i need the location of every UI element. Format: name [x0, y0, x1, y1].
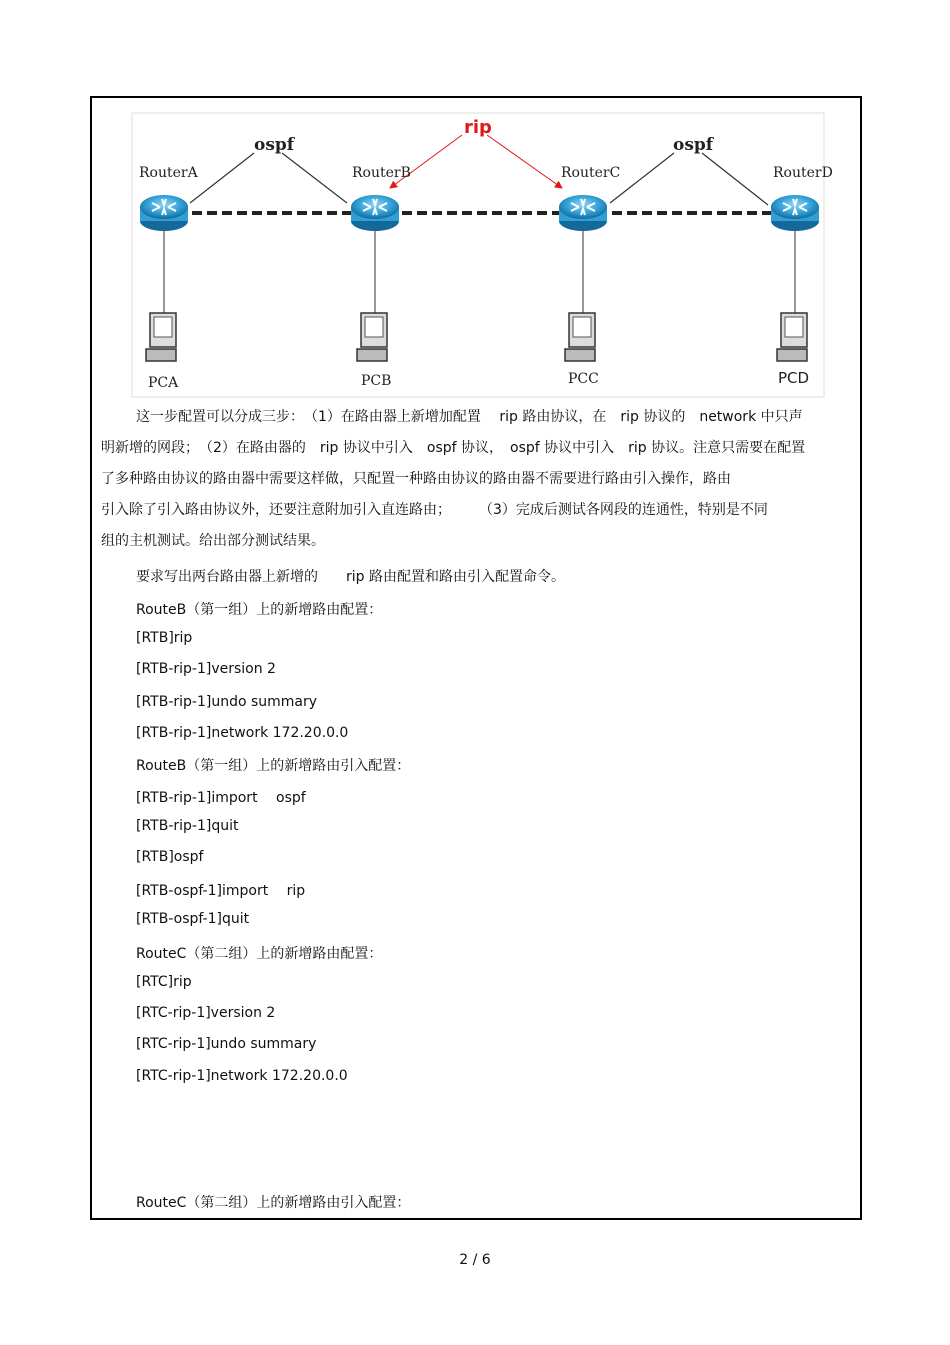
- router-label-c: RouterC: [561, 165, 621, 181]
- section-heading: RouteC（第二组）上的新增路由配置：: [136, 946, 383, 962]
- config-line: [RTC-rip-1]network 172.20.0.0: [136, 1068, 348, 1084]
- router-icon: [771, 195, 819, 231]
- paragraph-line-4: 引入除了引入路由协议外，还要注意附加引入直连路由； （3）完成后测试各网段的连通性，特别是不同: [101, 502, 768, 518]
- section-heading: RouteC（第二组）上的新增路由引入配置：: [136, 1195, 411, 1211]
- pc-icon: [565, 313, 595, 361]
- router-label-d: RouterD: [773, 165, 833, 181]
- router-icon: [559, 195, 607, 231]
- pc-label-d: PCD: [778, 369, 810, 387]
- section-heading: RouteB（第一组）上的新增路由引入配置：: [136, 758, 411, 774]
- paragraph-line-3: 了多种路由协议的路由器中需要这样做，只配置一种路由协议的路由器不需要进行路由引入操作，路由: [101, 471, 731, 487]
- pc-label-c: PCC: [568, 371, 599, 387]
- router-label-a: RouterA: [139, 165, 198, 181]
- paragraph-line-5: 组的主机测试。给出部分测试结果。: [101, 533, 325, 549]
- config-line: [RTB-rip-1]import ospf: [136, 790, 306, 806]
- content-frame: [90, 96, 862, 1220]
- config-line: [RTB-ospf-1]quit: [136, 911, 250, 927]
- protocol-label-ospf-left: ospf: [254, 135, 295, 155]
- config-line: [RTC-rip-1]version 2: [136, 1005, 276, 1021]
- paragraph-line-1: 这一步配置可以分成三步： （1）在路由器上新增加配置 rip 路由协议，在 rip 协议的 network 中只声: [136, 409, 803, 425]
- network-topology-diagram: [132, 113, 833, 398]
- config-line: [RTB]rip: [136, 630, 193, 646]
- protocol-label-ospf-right: ospf: [673, 135, 714, 155]
- config-line: [RTB]ospf: [136, 849, 204, 865]
- config-line: [RTB-rip-1]undo summary: [136, 694, 318, 710]
- pc-label-b: PCB: [361, 373, 392, 389]
- config-line: [RTB-rip-1]version 2: [136, 661, 276, 677]
- pc-label-a: PCA: [148, 375, 179, 391]
- config-line: [RTB-rip-1]quit: [136, 818, 239, 834]
- ospf-left-line-b: [282, 153, 347, 203]
- ospf-right-line-b: [702, 153, 768, 205]
- section-heading: RouteB（第一组）上的新增路由配置：: [136, 602, 383, 618]
- config-line: [RTB-rip-1]network 172.20.0.0: [136, 725, 349, 741]
- router-label-b: RouterB: [352, 165, 411, 181]
- requirement-text: 要求写出两台路由器上新增的 rip 路由配置和路由引入配置命令。: [136, 569, 565, 585]
- paragraph-line-2: 明新增的网段； （2）在路由器的 rip 协议中引入 ospf 协议， ospf 协议中引入 rip 协议。注意只需要在配置: [101, 440, 806, 456]
- config-line: [RTC]rip: [136, 974, 192, 990]
- router-icon: [351, 195, 399, 231]
- ospf-left-line-a: [190, 153, 254, 203]
- pc-icon: [777, 313, 807, 361]
- rip-arrow-right: [487, 135, 562, 188]
- protocol-label-rip: rip: [464, 117, 492, 138]
- pc-icon: [146, 313, 176, 361]
- config-line: [RTB-ospf-1]import rip: [136, 883, 306, 899]
- router-icon: [140, 195, 188, 231]
- pc-icon: [357, 313, 387, 361]
- config-line: [RTC-rip-1]undo summary: [136, 1036, 317, 1052]
- page-number: 2 / 6: [459, 1252, 491, 1268]
